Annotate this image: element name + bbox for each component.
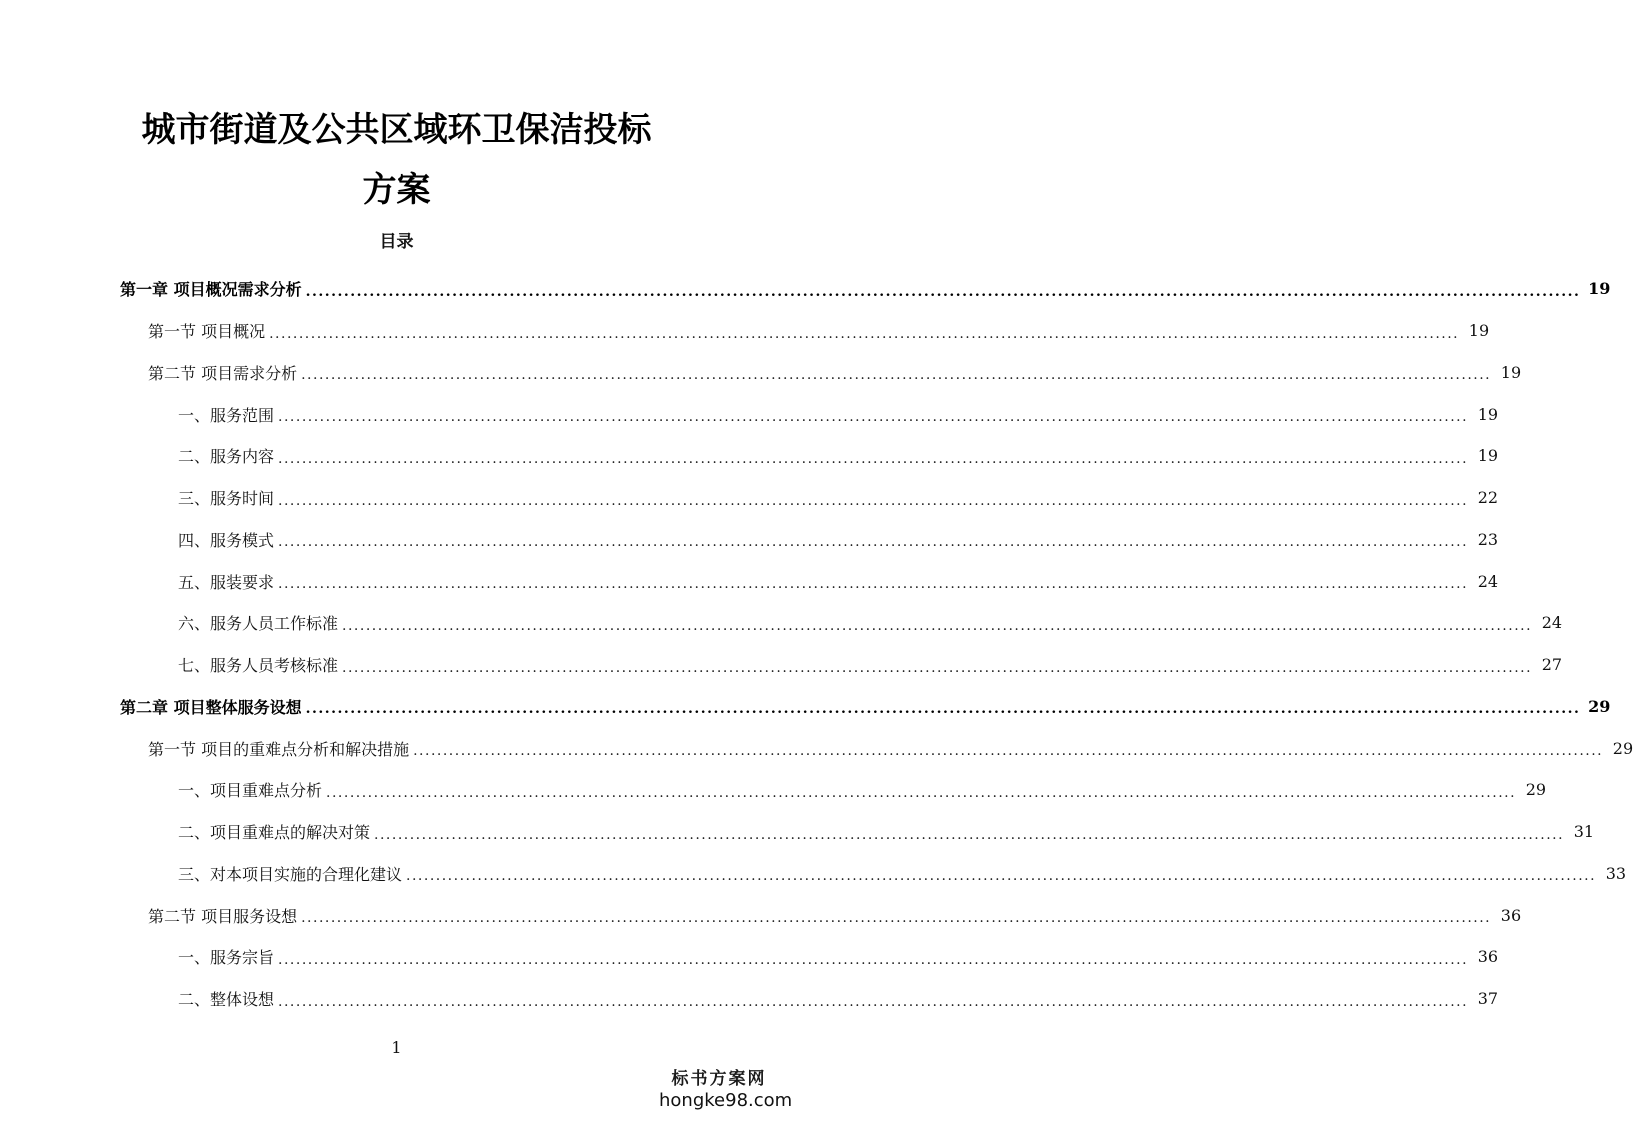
toc-entry[interactable]: [0, 310, 1490, 352]
toc-entry[interactable]: [0, 519, 1499, 561]
toc-entry[interactable]: [0, 769, 1547, 811]
toc-entry-page: 19: [1468, 321, 1490, 341]
toc-dot-leader: ........................................................................................................................................................................................................: [342, 659, 1533, 676]
toc-entry[interactable]: [0, 644, 1563, 686]
watermark-brand: 标书方案网: [671, 1069, 767, 1089]
toc-dot-leader: ........................................................................................................................................................................................................: [278, 492, 1469, 509]
toc-entry-label: 一、服务范围: [178, 405, 275, 425]
toc-entry[interactable]: [0, 602, 1563, 644]
toc-entry-label: 二、项目重难点的解决对策: [178, 823, 371, 843]
watermark-url: hongke98.com: [659, 1090, 793, 1111]
toc-dot-leader: ........................................................................................................................................................................................................: [413, 743, 1604, 760]
toc-dot-leader: ........................................................................................................................................................................................................: [406, 868, 1597, 885]
page-number: 1: [391, 1038, 402, 1057]
toc-dot-leader: ........................................................................................................................................................................................................: [278, 450, 1469, 467]
toc-entry[interactable]: [0, 894, 1522, 936]
watermark: [659, 1068, 793, 1112]
toc-entry-page: 37: [1477, 989, 1499, 1009]
toc-entry-page: 33: [1605, 863, 1627, 883]
toc-dot-leader: ........................................................................................................................................................................................................: [278, 993, 1469, 1010]
toc-dot-leader: ........................................................................................................................................................................................................: [301, 910, 1492, 927]
toc-dot-leader: ........................................................................................................................................................................................................: [301, 367, 1492, 384]
toc-dot-leader: ........................................................................................................................................................................................................: [269, 325, 1460, 342]
toc-dot-leader: ........................................................................................................................................................................................................: [278, 951, 1469, 968]
toc-entry[interactable]: [0, 811, 1595, 853]
toc-entry-label: 一、项目重难点分析: [178, 781, 323, 801]
toc-entry[interactable]: [0, 268, 1611, 310]
toc-entry-label: 二、服务内容: [178, 447, 275, 467]
toc-entry-page: 24: [1477, 571, 1499, 591]
toc-entry-page: 27: [1541, 655, 1563, 675]
toc-dot-leader: ........................................................................................................................................................................................................: [278, 409, 1469, 426]
toc-entry-label: 三、对本项目实施的合理化建议: [178, 864, 403, 884]
toc-heading: 目录: [379, 232, 414, 252]
toc-entry-label: 六、服务人员工作标准: [178, 614, 339, 634]
toc-entry-label: 三、服务时间: [178, 489, 275, 509]
toc-entry-page: 19: [1500, 362, 1522, 382]
toc-entry[interactable]: [0, 560, 1499, 602]
toc-dot-leader: ........................................................................................................................................................................................................: [305, 701, 1581, 718]
toc-dot-leader: ........................................................................................................................................................................................................: [374, 826, 1565, 843]
toc-entry-page: 36: [1500, 905, 1522, 925]
toc-entry-page: 29: [1525, 780, 1547, 800]
toc-entry-label: 一、服务宗旨: [178, 948, 275, 968]
toc-entry[interactable]: [0, 978, 1499, 1020]
toc-entry-label: 第一节 项目的重难点分析和解决措施: [148, 739, 410, 759]
toc-entry-page: 22: [1477, 488, 1499, 508]
toc-entry[interactable]: [0, 352, 1522, 394]
toc-entry-label: 五、服装要求: [178, 572, 275, 592]
toc-dot-leader: ........................................................................................................................................................................................................: [326, 784, 1517, 801]
toc-dot-leader: ........................................................................................................................................................................................................: [305, 283, 1581, 300]
toc-entry[interactable]: [0, 435, 1499, 477]
toc-dot-leader: ........................................................................................................................................................................................................: [278, 534, 1469, 551]
table-of-contents: [0, 268, 1633, 1020]
toc-entry-label: 第一章 项目概况需求分析: [120, 280, 302, 300]
toc-entry-label: 第一节 项目概况: [148, 322, 266, 342]
toc-entry-page: 29: [1612, 738, 1633, 758]
toc-entry[interactable]: [0, 393, 1499, 435]
toc-entry[interactable]: [0, 727, 1633, 769]
toc-entry[interactable]: [0, 853, 1627, 895]
toc-entry-page: 31: [1573, 822, 1595, 842]
toc-entry-page: 29: [1588, 696, 1611, 716]
toc-entry-label: 第二节 项目需求分析: [148, 363, 298, 383]
toc-entry[interactable]: [0, 477, 1499, 519]
toc-entry-page: 23: [1477, 529, 1499, 549]
toc-entry[interactable]: [0, 936, 1499, 978]
document-title-line-2: 方案: [362, 170, 431, 210]
toc-entry-label: 第二节 项目服务设想: [148, 906, 298, 926]
document-title-line-1: 城市街道及公共区域环卫保洁投标: [141, 110, 652, 150]
toc-entry-page: 36: [1477, 947, 1499, 967]
toc-entry[interactable]: [0, 686, 1611, 728]
toc-entry-page: 19: [1588, 279, 1611, 299]
toc-entry-page: 19: [1477, 446, 1499, 466]
toc-entry-label: 第二章 项目整体服务设想: [120, 697, 302, 717]
toc-entry-label: 二、整体设想: [178, 990, 275, 1010]
toc-dot-leader: ........................................................................................................................................................................................................: [342, 617, 1533, 634]
toc-entry-label: 四、服务模式: [178, 530, 275, 550]
toc-entry-label: 七、服务人员考核标准: [178, 656, 339, 676]
toc-entry-page: 19: [1477, 404, 1499, 424]
toc-dot-leader: ........................................................................................................................................................................................................: [278, 576, 1469, 593]
toc-entry-page: 24: [1541, 613, 1563, 633]
